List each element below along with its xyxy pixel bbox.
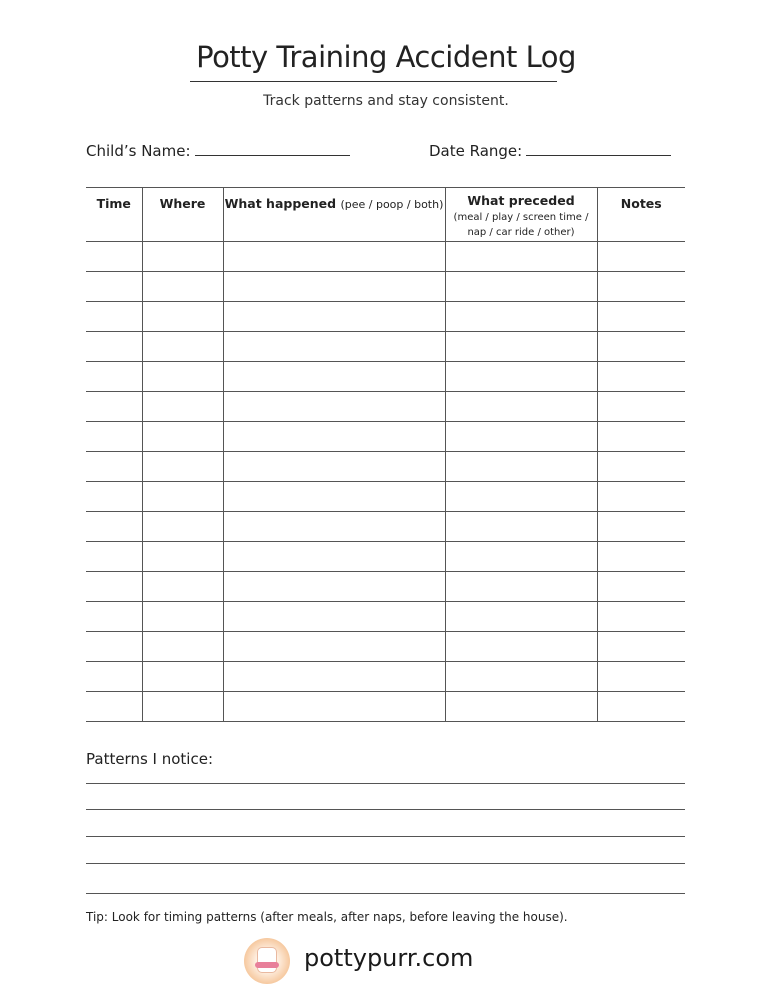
table-cell[interactable] — [445, 572, 597, 602]
subtitle: Track patterns and stay consistent. — [263, 93, 509, 109]
table-cell[interactable] — [597, 512, 685, 542]
table-cell[interactable] — [223, 422, 445, 452]
brand-url: pottypurr.com — [304, 944, 474, 972]
table-cell[interactable] — [223, 362, 445, 392]
table-row — [86, 482, 685, 512]
table-cell[interactable] — [86, 602, 142, 632]
table-cell[interactable] — [445, 392, 597, 422]
table-cell[interactable] — [142, 452, 223, 482]
accident-log-table — [86, 187, 685, 722]
table-cell[interactable] — [142, 602, 223, 632]
table-cell[interactable] — [445, 272, 597, 302]
table-row — [86, 332, 685, 362]
table-cell[interactable] — [86, 482, 142, 512]
table-row — [86, 392, 685, 422]
table-cell[interactable] — [86, 632, 142, 662]
table-cell[interactable] — [597, 482, 685, 512]
table-cell[interactable] — [86, 452, 142, 482]
table-cell[interactable] — [86, 362, 142, 392]
table-cell[interactable] — [86, 512, 142, 542]
table-cell[interactable] — [86, 692, 142, 722]
table-cell[interactable] — [597, 452, 685, 482]
table-cell[interactable] — [445, 542, 597, 572]
page-title: Potty Training Accident Log — [196, 40, 576, 74]
table-cell[interactable] — [142, 392, 223, 422]
table-cell[interactable] — [142, 302, 223, 332]
table-cell[interactable] — [223, 302, 445, 332]
title-underline — [190, 81, 557, 82]
table-cell[interactable] — [223, 542, 445, 572]
date-range-field — [429, 141, 671, 160]
table-cell[interactable] — [597, 422, 685, 452]
table-cell[interactable] — [223, 272, 445, 302]
tip-text: Tip: Look for timing patterns (after meals, after naps, before leaving the house). — [86, 910, 568, 924]
table-row — [86, 512, 685, 542]
table-cell[interactable] — [597, 302, 685, 332]
table-cell[interactable] — [597, 602, 685, 632]
table-cell[interactable] — [142, 632, 223, 662]
patterns-line[interactable] — [86, 836, 685, 837]
patterns-line[interactable] — [86, 863, 685, 864]
table-cell[interactable] — [597, 392, 685, 422]
table-cell[interactable] — [445, 422, 597, 452]
col-where: Where — [142, 188, 223, 242]
table-cell[interactable] — [445, 602, 597, 632]
table-row — [86, 662, 685, 692]
table-cell[interactable] — [142, 362, 223, 392]
patterns-line[interactable] — [86, 783, 685, 784]
table-cell[interactable] — [86, 662, 142, 692]
table-cell[interactable] — [86, 392, 142, 422]
table-cell[interactable] — [445, 692, 597, 722]
table-cell[interactable] — [223, 692, 445, 722]
table-cell[interactable] — [223, 482, 445, 512]
table-header-row — [86, 188, 685, 242]
table-cell[interactable] — [142, 692, 223, 722]
table-cell[interactable] — [142, 542, 223, 572]
table-cell[interactable] — [445, 632, 597, 662]
date-range-label: Date Range: — [429, 142, 523, 160]
table-cell[interactable] — [142, 242, 223, 272]
child-name-blank[interactable] — [195, 141, 350, 156]
pottypurr-logo-icon — [244, 938, 290, 984]
table-row — [86, 692, 685, 722]
table-cell[interactable] — [445, 332, 597, 362]
table-cell[interactable] — [86, 542, 142, 572]
table-cell[interactable] — [445, 362, 597, 392]
table-cell[interactable] — [223, 242, 445, 272]
table-cell[interactable] — [223, 392, 445, 422]
table-cell[interactable] — [597, 272, 685, 302]
table-cell[interactable] — [86, 422, 142, 452]
table-cell[interactable] — [86, 272, 142, 302]
table-cell[interactable] — [597, 362, 685, 392]
table-cell[interactable] — [597, 632, 685, 662]
col-what-preceded: What preceded (meal / play / screen time / nap / car ride / other) — [445, 188, 597, 242]
table-cell[interactable] — [86, 332, 142, 362]
table-cell[interactable] — [445, 302, 597, 332]
table-cell[interactable] — [142, 572, 223, 602]
table-cell[interactable] — [142, 512, 223, 542]
table-cell[interactable] — [223, 452, 445, 482]
table-row — [86, 302, 685, 332]
table-cell[interactable] — [223, 512, 445, 542]
col-notes: Notes — [597, 188, 685, 242]
patterns-label: Patterns I notice: — [86, 750, 214, 768]
table-cell[interactable] — [597, 662, 685, 692]
table-cell[interactable] — [597, 542, 685, 572]
table-cell[interactable] — [445, 242, 597, 272]
patterns-line[interactable] — [86, 893, 685, 894]
table-cell[interactable] — [86, 572, 142, 602]
table-cell[interactable] — [223, 602, 445, 632]
table-row — [86, 422, 685, 452]
table-row — [86, 452, 685, 482]
col-time: Time — [86, 188, 142, 242]
table-cell[interactable] — [223, 332, 445, 362]
table-cell[interactable] — [597, 242, 685, 272]
table-cell[interactable] — [445, 482, 597, 512]
col-what-happened: What happened (pee / poop / both) — [223, 188, 445, 242]
table-row — [86, 542, 685, 572]
child-name-label: Child’s Name: — [86, 142, 191, 160]
table-cell[interactable] — [142, 662, 223, 692]
table-cell[interactable] — [597, 572, 685, 602]
table-cell[interactable] — [86, 302, 142, 332]
child-name-field — [86, 141, 350, 160]
table-cell[interactable] — [223, 662, 445, 692]
table-cell[interactable] — [86, 242, 142, 272]
date-range-blank[interactable] — [526, 141, 671, 156]
patterns-line[interactable] — [86, 809, 685, 810]
table-row — [86, 632, 685, 662]
table-cell[interactable] — [142, 272, 223, 302]
table-cell[interactable] — [445, 512, 597, 542]
table-cell[interactable] — [445, 452, 597, 482]
table-cell[interactable] — [597, 332, 685, 362]
table-cell[interactable] — [445, 662, 597, 692]
table-cell[interactable] — [223, 572, 445, 602]
table-row — [86, 242, 685, 272]
table-cell[interactable] — [142, 422, 223, 452]
table-cell[interactable] — [142, 482, 223, 512]
table-row — [86, 602, 685, 632]
table-row — [86, 362, 685, 392]
table-cell[interactable] — [223, 632, 445, 662]
table-cell[interactable] — [597, 692, 685, 722]
table-cell[interactable] — [142, 332, 223, 362]
table-row — [86, 272, 685, 302]
table-row — [86, 572, 685, 602]
